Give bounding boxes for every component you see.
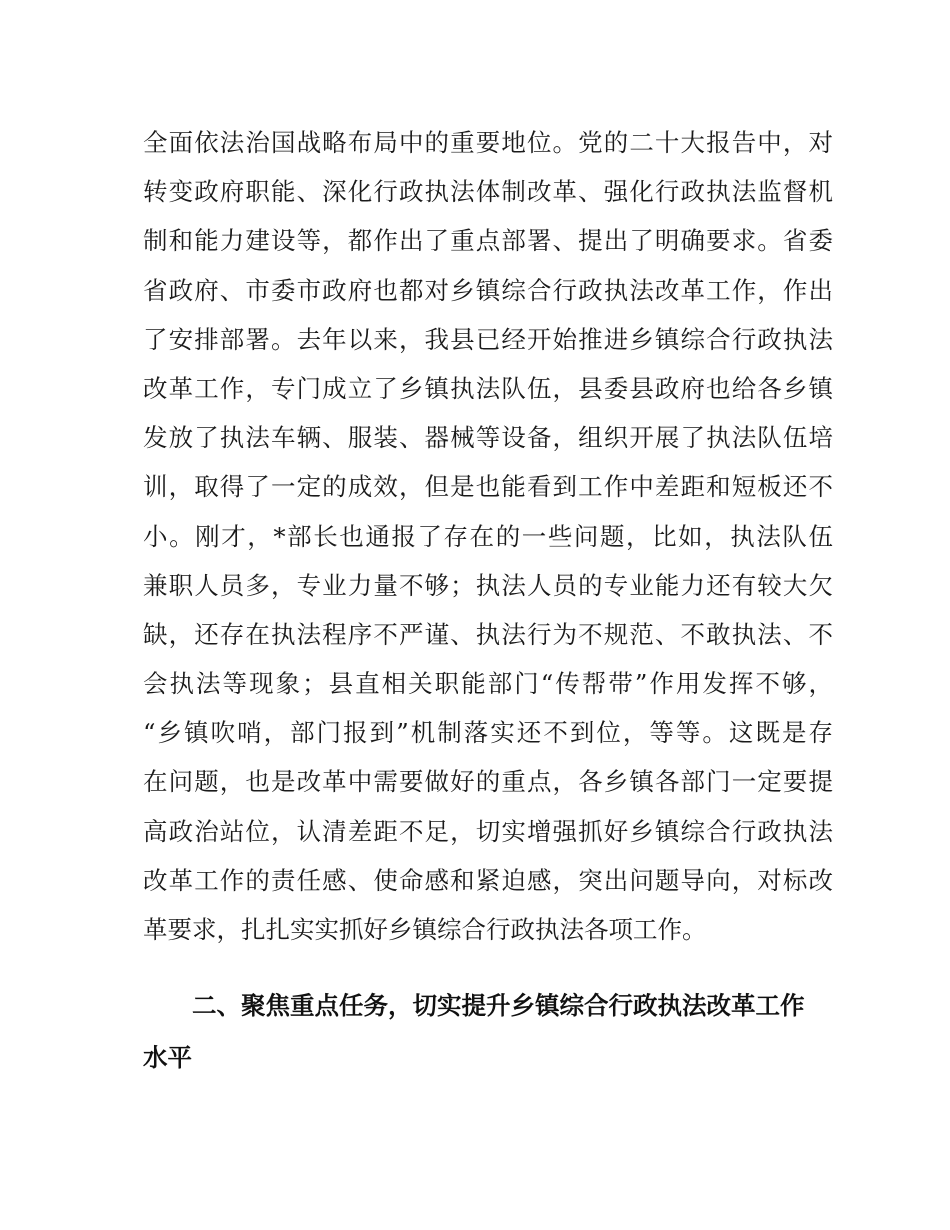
paragraph-line: 在问题，也是改革中需要做好的重点，各乡镇各部门一定要提 <box>143 767 833 797</box>
paragraph-line: 小。刚才，*部长也通报了存在的一些问题，比如，执法队伍 <box>143 521 833 551</box>
paragraph-line: “乡镇吹哨，部门报到”机制落实还不到位，等等。这既是存 <box>143 718 833 748</box>
section-heading-line: 水平 <box>143 1043 192 1072</box>
paragraph-line: 发放了执法车辆、服装、器械等设备，组织开展了执法队伍培 <box>143 423 833 453</box>
body-paragraph <box>143 118 833 954</box>
paragraph-line: 了安排部署。去年以来，我县已经开始推进乡镇综合行政执法 <box>143 324 833 354</box>
paragraph-line: 转变政府职能、深化行政执法体制改革、强化行政执法监督机 <box>143 177 833 207</box>
paragraph-line: 改革工作，专门成立了乡镇执法队伍，县委县政府也给各乡镇 <box>143 373 833 403</box>
paragraph-line: 训，取得了一定的成效，但是也能看到工作中差距和短板还不 <box>143 472 833 502</box>
paragraph-line: 省政府、市委市政府也都对乡镇综合行政执法改革工作，作出 <box>143 275 833 305</box>
paragraph-line: 改革工作的责任感、使命感和紧迫感，突出问题导向，对标改 <box>143 865 833 895</box>
paragraph-line-last: 革要求，扎扎实实抓好乡镇综合行政执法各项工作。 <box>143 915 707 944</box>
paragraph-line: 兼职人员多，专业力量不够；执法人员的专业能力还有较大欠 <box>143 570 833 600</box>
paragraph-line: 全面依法治国战略布局中的重要地位。党的二十大报告中，对 <box>143 128 833 157</box>
section-heading-line: 二、聚焦重点任务，切实提升乡镇综合行政执法改革工作 <box>192 991 805 1020</box>
section-heading <box>143 980 833 1084</box>
paragraph-line: 高政治站位，认清差距不足，切实增强抓好乡镇综合行政执法 <box>143 816 833 846</box>
paragraph-line: 制和能力建设等，都作出了重点部署、提出了明确要求。省委 <box>143 226 833 256</box>
paragraph-line: 缺，还存在执法程序不严谨、执法行为不规范、不敢执法、不 <box>143 619 833 649</box>
paragraph-line: 会执法等现象；县直相关职能部门“传帮带”作用发挥不够， <box>143 669 833 699</box>
